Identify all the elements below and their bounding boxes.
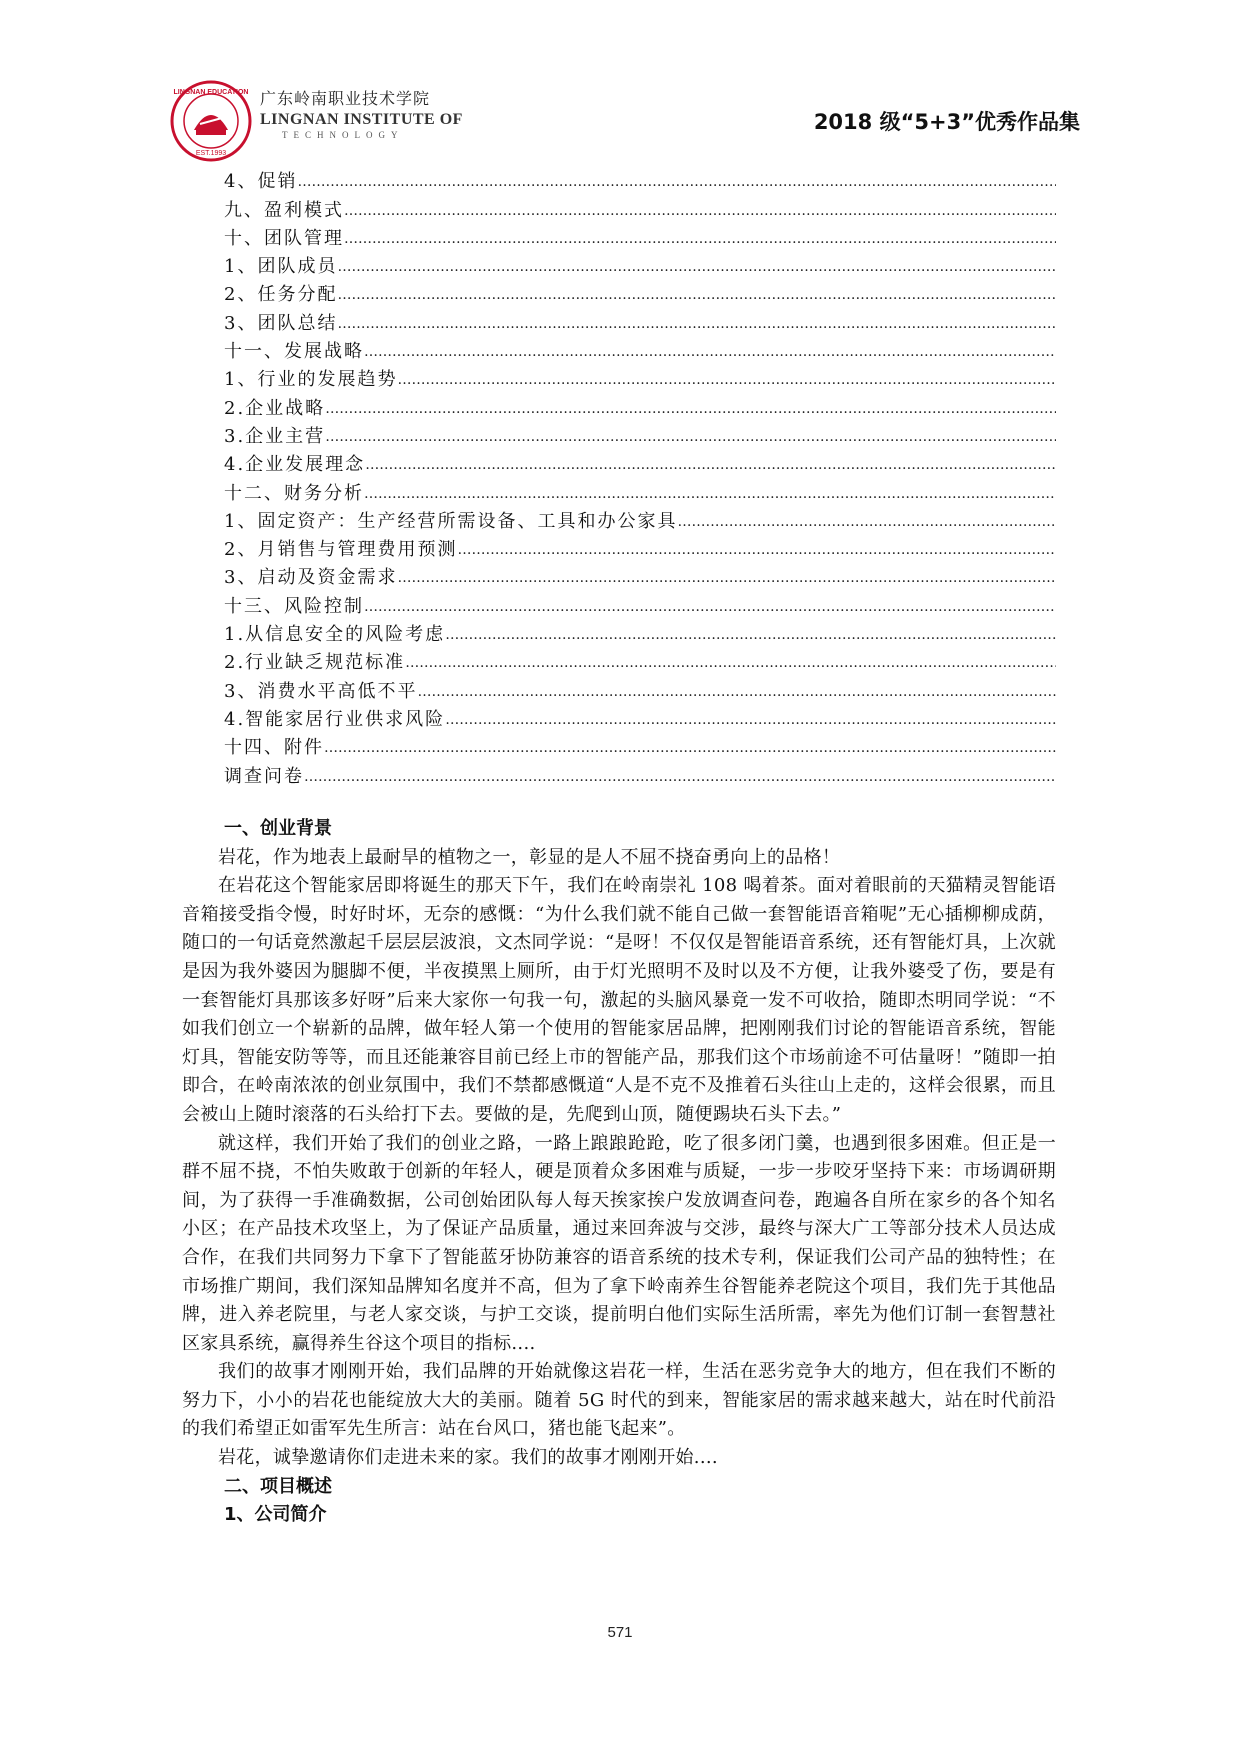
toc-entry-label: 3、启动及资金需求	[224, 567, 398, 589]
section-heading: 二、项目概述	[224, 1475, 332, 1497]
toc-entry-label: 九、盈利模式	[224, 199, 344, 221]
toc-leader-dots	[397, 369, 1056, 391]
collection-title: 2018 级“5+3”优秀作品集	[813, 110, 1080, 134]
page-number: 571	[607, 1624, 633, 1641]
toc-entry	[224, 505, 1056, 533]
table-of-contents	[224, 165, 1056, 788]
toc-leader-dots	[337, 256, 1056, 278]
toc-entry	[224, 759, 1056, 787]
toc-entry	[224, 420, 1056, 448]
toc-entry-label: 十一、发展战略	[224, 341, 364, 363]
logo-est: EST.1993	[195, 150, 227, 157]
toc-entry	[224, 674, 1056, 702]
toc-entry	[224, 278, 1056, 306]
toc-entry	[224, 165, 1056, 193]
toc-entry-label: 十四、附件	[224, 737, 324, 759]
toc-leader-dots	[417, 681, 1056, 703]
toc-entry-label: 2.行业缺乏规范标准	[224, 652, 406, 674]
logo-ring-text: LINGNAN EDUCATION	[173, 89, 249, 96]
school-name	[260, 86, 463, 140]
toc-leader-dots	[397, 567, 1056, 589]
toc-entry	[224, 193, 1056, 221]
toc-leader-dots	[405, 652, 1056, 674]
toc-entry-label: 1、团队成员	[224, 256, 338, 278]
toc-entry	[224, 618, 1056, 646]
toc-leader-dots	[337, 313, 1056, 335]
toc-entry	[224, 589, 1056, 617]
toc-entry-label: 十三、风险控制	[224, 595, 364, 617]
toc-entry	[224, 391, 1056, 419]
toc-entry-label: 十、团队管理	[224, 227, 344, 249]
toc-leader-dots	[325, 398, 1056, 420]
toc-entry-label: 2.企业战略	[224, 397, 326, 419]
document-body	[182, 815, 1056, 1530]
school-name-en-2: TECHNOLOGY	[282, 130, 404, 140]
school-name-en: LINGNAN INSTITUTE OF	[260, 111, 463, 128]
toc-entry	[224, 250, 1056, 278]
toc-leader-dots	[457, 539, 1056, 561]
toc-entry	[224, 703, 1056, 731]
toc-entry-label: 调查问卷	[224, 765, 304, 787]
toc-entry	[224, 646, 1056, 674]
toc-entry-label: 3.企业主营	[224, 425, 326, 447]
toc-entry-label: 4.企业发展理念	[224, 454, 366, 476]
toc-entry-label: 4.智能家居行业供求风险	[224, 708, 446, 730]
toc-leader-dots	[445, 624, 1056, 646]
school-name-cn: 广东岭南职业技术学院	[260, 89, 431, 108]
paragraph: 我们的故事才刚刚开始，我们品牌的开始就像这岩花一样，生活在恶劣竞争大的地方，但在我们不断的努力下，小小的岩花也能绽放大大的美丽。随着 5G 时代的到来，智能家居的需求越来越大，站在时代前沿的我们希望正如雷军先生所言：站在台风口，猪也能飞起来”。	[182, 1361, 1056, 1440]
toc-leader-dots	[337, 284, 1056, 306]
toc-entry	[224, 363, 1056, 391]
paragraph: 岩花，诚挚邀请你们走进未来的家。我们的故事才刚刚开始....	[218, 1447, 718, 1469]
toc-leader-dots	[297, 171, 1056, 193]
toc-entry	[224, 448, 1056, 476]
toc-entry-label: 2、月销售与管理费用预测	[224, 539, 458, 561]
toc-leader-dots	[364, 483, 1056, 505]
toc-leader-dots	[344, 228, 1056, 250]
toc-entry	[224, 335, 1056, 363]
toc-leader-dots	[364, 341, 1056, 363]
toc-entry-label: 1、固定资产：生产经营所需设备、工具和办公家具	[224, 510, 678, 532]
toc-entry-label: 4、促销	[224, 171, 298, 193]
toc-leader-dots	[365, 454, 1056, 476]
toc-entry	[224, 306, 1056, 334]
toc-leader-dots	[304, 766, 1056, 788]
toc-entry-label: 3、消费水平高低不平	[224, 680, 418, 702]
toc-entry	[224, 476, 1056, 504]
school-logo-icon	[170, 80, 252, 162]
toc-leader-dots	[325, 426, 1056, 448]
paragraph: 在岩花这个智能家居即将诞生的那天下午，我们在岭南崇礼 108 喝着茶。面对着眼前的天猫精灵智能语音箱接受指令慢，时好时坏，无奈的感慨：“为什么我们就不能自己做一套智能语音箱呢”无心插柳柳成荫，随口的一句话竟然激起千层层层波浪，文杰同学说：“是呀！不仅仅是智能语音系统，还有智能灯具，上次就是因为我外婆因为腿脚不便，半夜摸黑上厕所，由于灯光照明不及时以及不方便，让我外婆受了伤，要是有一套智能灯具那该多好呀”后来大家你一句我一句，激起的头脑风暴竟一发不可收拾，随即杰明同学说：“不如我们创立一个崭新的品牌，做年轻人第一个使用的智能家居品牌，把刚刚我们讨论的智能语音系统，智能灯具，智能安防等等，而且还能兼容目前已经上市的智能产品，那我们这个市场前途不可估量呀！”随即一拍即合，在岭南浓浓的创业氛围中，我们不禁都感慨道“人是不克不及推着石头往山上走的，这样会很累，而且会被山上随时滚落的石头给打下去。要做的是，先爬到山顶，随便踢块石头下去。”	[182, 875, 1056, 1125]
toc-entry-label: 2、任务分配	[224, 284, 338, 306]
toc-entry-label: 1、行业的发展趋势	[224, 369, 398, 391]
toc-entry	[224, 222, 1056, 250]
toc-entry-label: 十二、财务分析	[224, 482, 364, 504]
toc-leader-dots	[677, 511, 1056, 533]
toc-entry	[224, 533, 1056, 561]
section-heading: 一、创业背景	[224, 818, 332, 839]
subsection-heading: 1、公司简介	[224, 1504, 327, 1526]
toc-leader-dots	[445, 709, 1056, 731]
page-header	[170, 72, 1090, 172]
toc-entry	[224, 731, 1056, 759]
toc-entry-label: 3、团队总结	[224, 312, 338, 334]
toc-entry-label: 1.从信息安全的风险考虑	[224, 624, 446, 646]
paragraph: 岩花，作为地表上最耐旱的植物之一，彰显的是人不屈不挠奋勇向上的品格！	[218, 846, 841, 868]
toc-entry	[224, 561, 1056, 589]
paragraph: 就这样，我们开始了我们的创业之路，一路上踉踉跄跄，吃了很多闭门羹，也遇到很多困难。但正是一群不屈不挠，不怕失败敢于创新的年轻人，硬是顶着众多困难与质疑，一步一步咬牙坚持下来：市场调研期间，为了获得一手准确数据，公司创始团队每人每天挨家挨户发放调查问卷，跑遍各自所在家乡的各个知名小区；在产品技术攻坚上，为了保证产品质量，通过来回奔波与交涉，最终与深大广工等部分技术人员达成合作，在我们共同努力下拿下了智能蓝牙协防兼容的语音系统的技术专利，保证我们公司产品的独特性；在市场推广期间，我们深知品牌知名度并不高，但为了拿下岭南养生谷智能养老院这个项目，我们先于其他品牌，进入养老院里，与老人家交谈，与护工交谈，提前明白他们实际生活所需，率先为他们订制一套智慧社区家具系统，赢得养生谷这个项目的指标....	[182, 1132, 1056, 1354]
toc-leader-dots	[364, 596, 1056, 618]
toc-leader-dots	[324, 737, 1056, 759]
toc-leader-dots	[344, 200, 1056, 222]
